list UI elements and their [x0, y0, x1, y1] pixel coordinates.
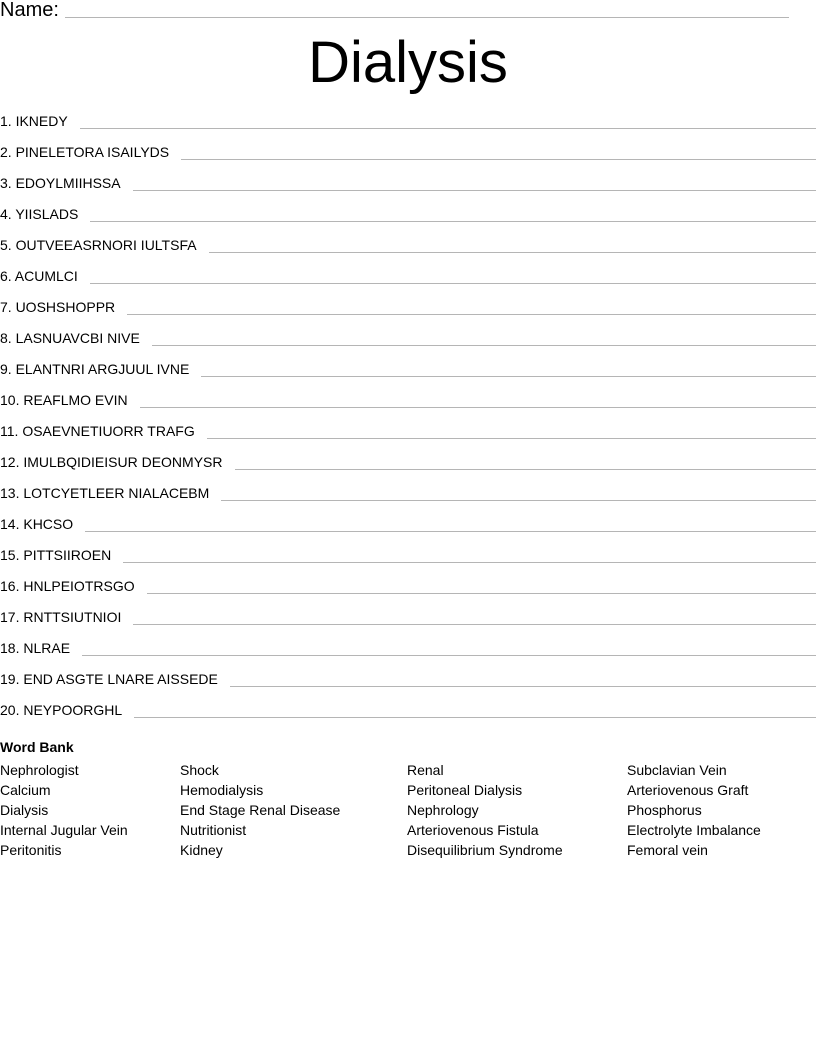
- scrambled-word: 1. IKNEDY: [0, 113, 68, 129]
- answer-line[interactable]: [85, 531, 816, 532]
- answer-line[interactable]: [140, 407, 816, 408]
- word-bank-item: Renal: [407, 762, 444, 778]
- word-bank-item: Calcium: [0, 782, 51, 798]
- question-row: [0, 578, 816, 609]
- question-row: [0, 423, 816, 454]
- scrambled-word: 5. OUTVEEASRNORI IULTSFA: [0, 237, 197, 253]
- scrambled-word: 6. ACUMLCI: [0, 268, 78, 284]
- answer-line[interactable]: [90, 221, 816, 222]
- question-row: [0, 671, 816, 702]
- scrambled-word: 20. NEYPOORGHL: [0, 702, 123, 718]
- question-list: [0, 113, 816, 733]
- question-row: [0, 392, 816, 423]
- answer-line[interactable]: [152, 345, 816, 346]
- answer-line[interactable]: [123, 562, 816, 563]
- word-bank-item: Disequilibrium Syndrome: [407, 842, 563, 858]
- scrambled-word: 8. LASNUAVCBI NIVE: [0, 330, 140, 346]
- word-bank-column-4: [627, 760, 761, 860]
- scrambled-word: 2. PINELETORA ISAILYDS: [0, 144, 170, 160]
- question-row: [0, 299, 816, 330]
- word-bank-column-2: [180, 760, 340, 860]
- answer-line[interactable]: [235, 469, 816, 470]
- word-bank-item: Nutritionist: [180, 822, 247, 838]
- word-bank-column-1: [0, 760, 128, 860]
- question-row: [0, 454, 816, 485]
- question-row: [0, 609, 816, 640]
- word-bank-item: Arteriovenous Fistula: [407, 822, 539, 838]
- word-bank-item: Kidney: [180, 842, 223, 858]
- scrambled-word: 9. ELANTNRI ARGJUUL IVNE: [0, 361, 190, 377]
- word-bank-item: Electrolyte Imbalance: [627, 822, 761, 838]
- answer-line[interactable]: [127, 314, 816, 315]
- answer-line[interactable]: [230, 686, 816, 687]
- answer-line[interactable]: [181, 159, 816, 160]
- scrambled-word: 10. REAFLMO EVIN: [0, 392, 128, 408]
- word-bank-item: Femoral vein: [627, 842, 708, 858]
- scrambled-word: 17. RNTTSIUTNIOI: [0, 609, 122, 625]
- word-bank-item: Peritoneal Dialysis: [407, 782, 523, 798]
- scrambled-word: 12. IMULBQIDIEISUR DEONMYSR: [0, 454, 223, 470]
- question-row: [0, 547, 816, 578]
- word-bank-title: Word Bank: [0, 739, 74, 755]
- scrambled-word: 15. PITTSIIROEN: [0, 547, 112, 563]
- question-row: [0, 330, 816, 361]
- question-row: [0, 144, 816, 175]
- answer-line[interactable]: [133, 624, 816, 625]
- scrambled-word: 7. UOSHSHOPPR: [0, 299, 116, 315]
- word-bank-item: Peritonitis: [0, 842, 62, 858]
- answer-line[interactable]: [134, 717, 816, 718]
- answer-line[interactable]: [221, 500, 816, 501]
- word-bank-item: Shock: [180, 762, 219, 778]
- word-bank-item: Nephrologist: [0, 762, 79, 778]
- scrambled-word: 14. KHCSO: [0, 516, 74, 532]
- name-row: [0, 0, 800, 22]
- answer-line[interactable]: [147, 593, 816, 594]
- word-bank-item: End Stage Renal Disease: [180, 802, 341, 818]
- word-bank-item: Dialysis: [0, 802, 49, 818]
- scrambled-word: 19. END ASGTE LNARE AISSEDE: [0, 671, 218, 687]
- scrambled-word: 3. EDOYLMIIHSSA: [0, 175, 121, 191]
- question-row: [0, 702, 816, 733]
- word-bank-item: Phosphorus: [627, 802, 702, 818]
- question-row: [0, 516, 816, 547]
- word-bank-item: Arteriovenous Graft: [627, 782, 749, 798]
- word-bank-column-3: [407, 760, 563, 860]
- question-row: [0, 206, 816, 237]
- word-bank-item: Nephrology: [407, 802, 479, 818]
- scrambled-word: 16. HNLPEIOTRSGO: [0, 578, 135, 594]
- answer-line[interactable]: [90, 283, 816, 284]
- worksheet-title: Dialysis: [308, 30, 508, 95]
- answer-line[interactable]: [133, 190, 816, 191]
- word-bank-item: Subclavian Vein: [627, 762, 727, 778]
- word-bank-item: Internal Jugular Vein: [0, 822, 128, 838]
- name-label: Name:: [0, 0, 59, 21]
- answer-line[interactable]: [82, 655, 816, 656]
- scrambled-word: 4. YIISLADS: [0, 206, 79, 222]
- scrambled-word: 11. OSAEVNETIUORR TRAFG: [0, 423, 195, 439]
- scrambled-word: 13. LOTCYETLEER NIALACEBM: [0, 485, 210, 501]
- name-answer-line[interactable]: [65, 17, 789, 18]
- answer-line[interactable]: [201, 376, 816, 377]
- question-row: [0, 268, 816, 299]
- scrambled-word: 18. NLRAE: [0, 640, 71, 656]
- answer-line[interactable]: [209, 252, 816, 253]
- question-row: [0, 175, 816, 206]
- word-bank-item: Hemodialysis: [180, 782, 264, 798]
- question-row: [0, 361, 816, 392]
- question-row: [0, 113, 816, 144]
- question-row: [0, 640, 816, 671]
- question-row: [0, 237, 816, 268]
- question-row: [0, 485, 816, 516]
- answer-line[interactable]: [80, 128, 816, 129]
- answer-line[interactable]: [207, 438, 816, 439]
